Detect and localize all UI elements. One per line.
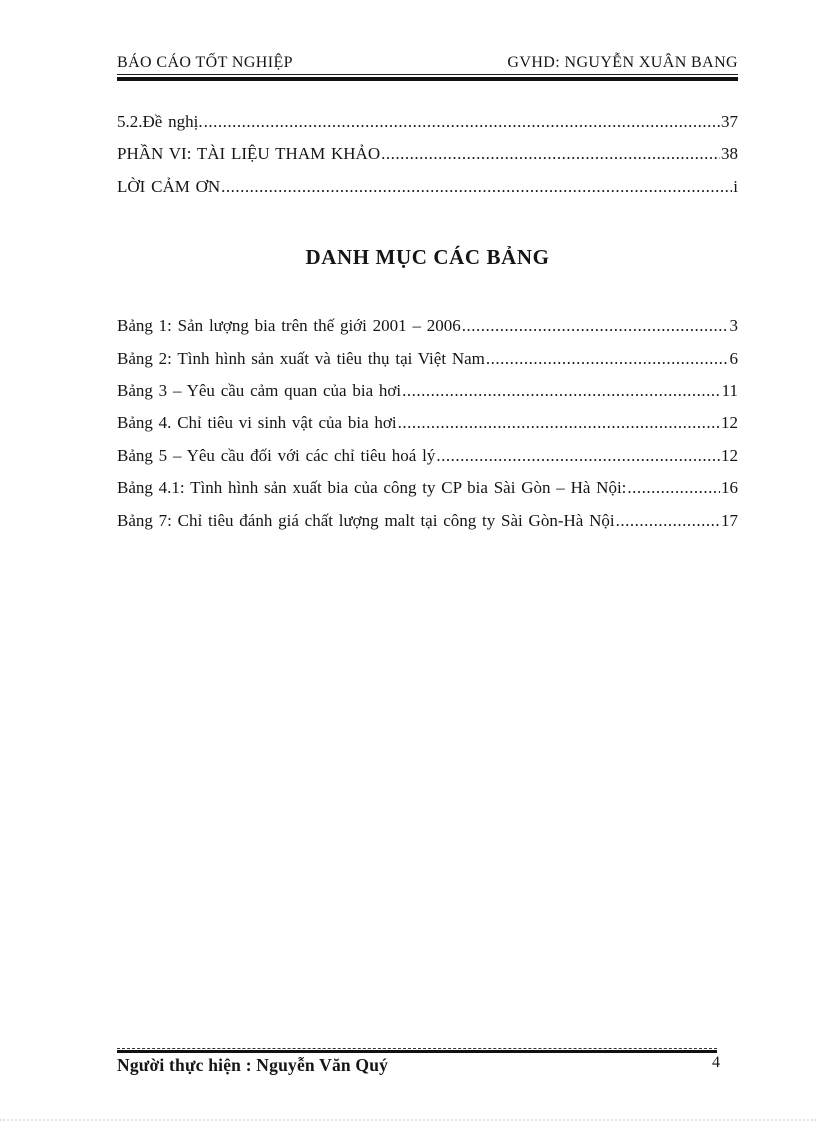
section-title: DANH MỤC CÁC BẢNG [305,245,550,270]
page-content [117,0,738,537]
footer-page-number: 4 [712,1054,720,1071]
toc-entry [117,138,738,170]
table-list-entry-label: Bảng 3 – Yêu cầu cảm quan của bia hơi [117,381,402,401]
dot-leader [381,138,720,170]
toc-entry-page: i [733,176,738,196]
table-list-entry [117,407,738,439]
table-list-entry [117,440,738,472]
dot-leader [462,310,729,342]
dot-leader [204,106,720,138]
footer-row [117,1055,738,1076]
toc-entry-label: 5.2.Đề nghị. [117,112,203,131]
dot-leader [627,472,720,504]
table-list-entry-label: Bảng 1: Sản lượng bia trên thế giới 2001 – 2006 [117,316,461,336]
table-list-entry-page: 3 [729,316,738,336]
header-divider-thin [117,74,738,75]
table-list-entry-page: 12 [721,413,738,433]
header-divider-thick [117,77,738,81]
toc-entry-label: PHẦN VI: TÀI LIỆU THAM KHẢO [117,144,381,164]
dot-leader [398,407,720,439]
table-list-entry-page: 11 [721,381,738,401]
table-list-entry [117,505,738,537]
table-list-section [117,310,738,537]
toc-entry-page: 38 [721,144,738,164]
table-list-entry-page: 16 [721,478,738,498]
page-header [117,0,738,72]
toc-entry-label: LỜI CẢM ƠN [117,176,221,196]
header-report-title: BÁO CÁO TỐT NGHIỆP [117,54,293,71]
toc-section [117,106,738,203]
table-list-entry-label: Bảng 7: Chỉ tiêu đánh giá chất lượng malt tại công ty Sài Gòn-Hà Nội [117,510,615,530]
table-list-entry-page: 12 [721,445,738,465]
footer-author: Người thực hiện : Nguyễn Văn Quý [117,1055,389,1075]
table-list-entry-label: Bảng 4. Chỉ tiêu vi sinh vật của bia hơi [117,413,397,433]
table-list-entry [117,343,738,375]
dot-leader [402,375,721,407]
table-list-entry [117,375,738,407]
table-list-entry-label: Bảng 2: Tình hình sản xuất và tiêu thụ tại Việt Nam [117,348,485,368]
dot-leader [436,440,720,472]
dot-leader [221,171,732,203]
footer-divider-dash [117,1048,717,1049]
dot-leader [616,505,720,537]
table-list-entry-label: Bảng 5 – Yêu cầu đối với các chỉ tiêu hoá lý [117,445,436,465]
table-list-entry-label: Bảng 4.1: Tình hình sản xuất bia của công ty CP bia Sài Gòn – Hà Nội: [117,478,627,498]
header-advisor: GVHD: NGUYỄN XUÂN BANG [507,54,738,71]
toc-entry [117,171,738,203]
dot-leader [486,343,729,375]
page-footer [117,1048,738,1076]
table-list-entry-page: 17 [721,510,738,530]
table-list-entry-page: 6 [729,348,738,368]
scan-edge-artifact [0,1119,816,1121]
table-list-entry [117,310,738,342]
footer-divider-thick [117,1050,717,1053]
table-list-entry [117,472,738,504]
toc-entry-page: 37 [721,112,738,131]
toc-entry [117,106,738,138]
